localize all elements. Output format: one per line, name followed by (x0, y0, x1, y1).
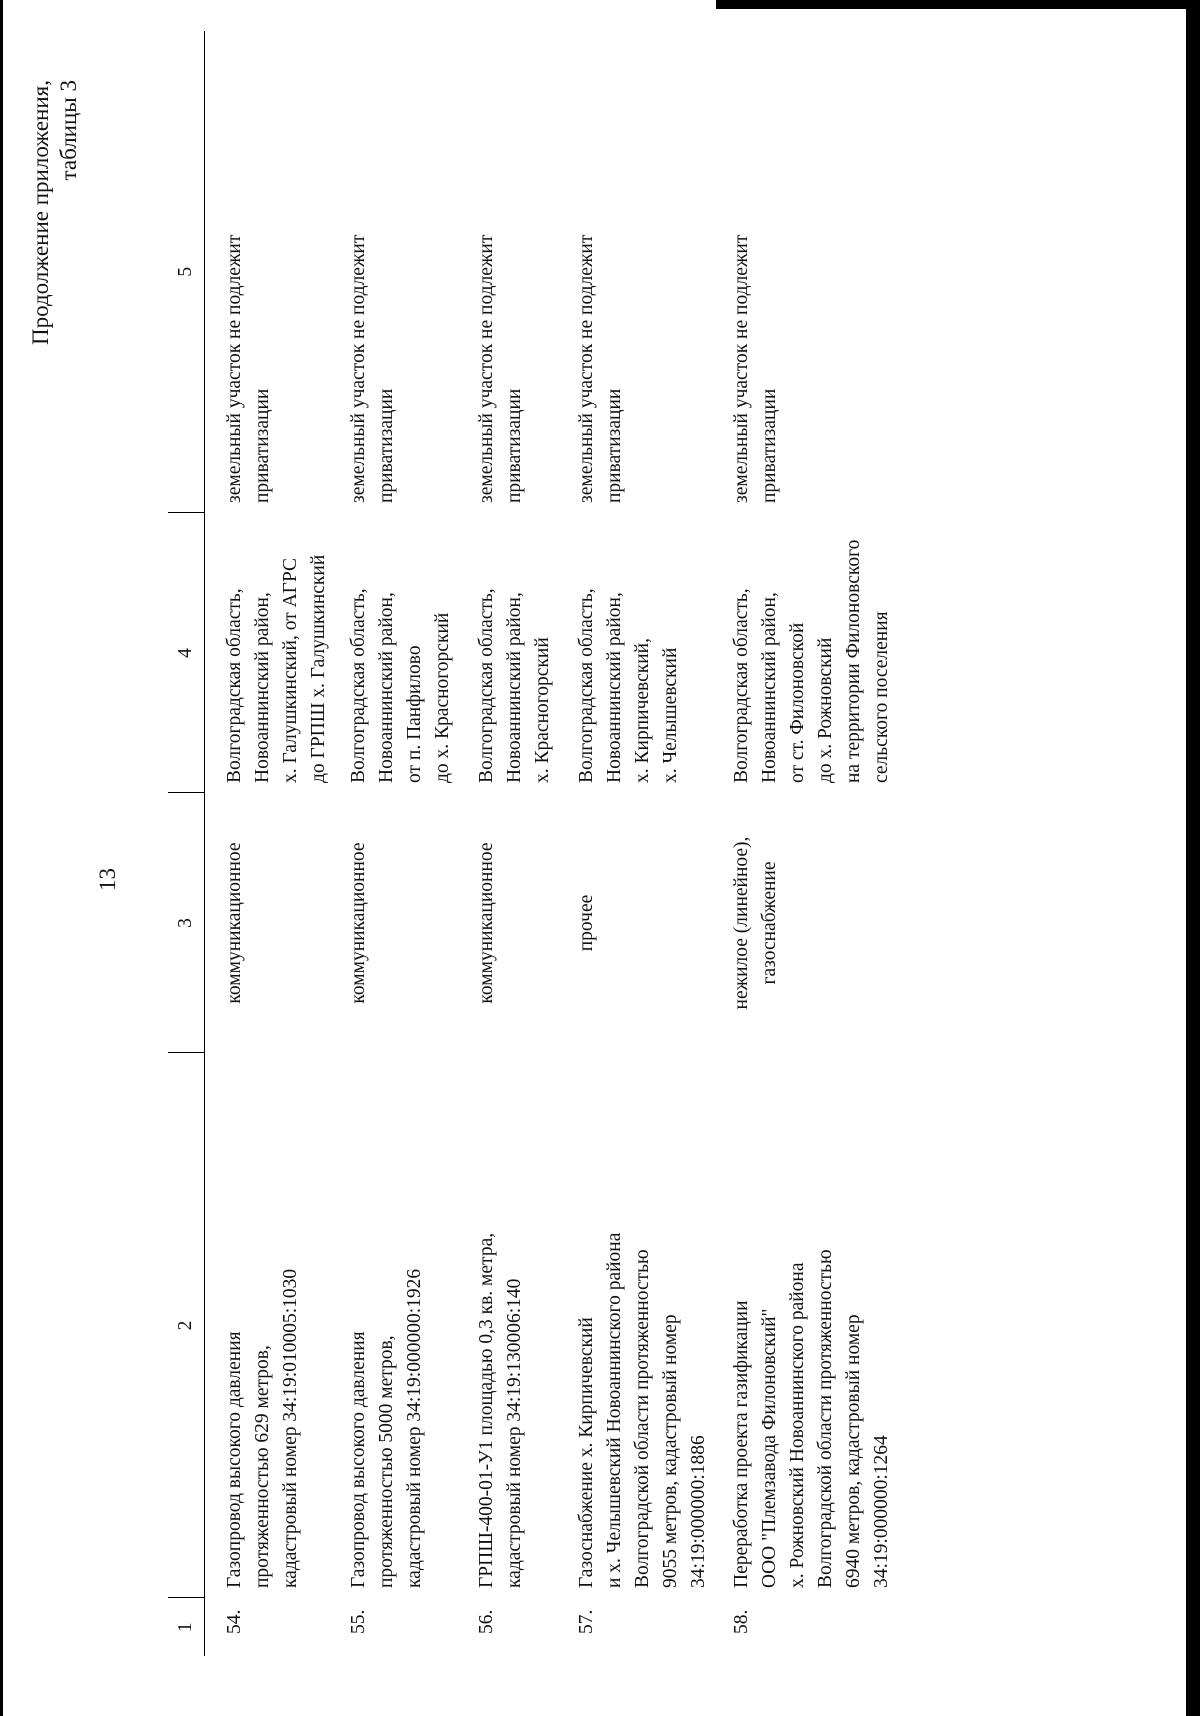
object-address: Волгоградская область, Новоаннинский район, х. Галушкинский, от АГРС до ГРПШ х. Галушкинский (224, 554, 329, 783)
object-description: ГРПШ-400-01-У1 площадью 0,3 кв. метра, кадастровый номер 34:19:130006:140 (476, 1232, 525, 1588)
column-header: 3 (168, 793, 205, 1053)
column-header: 2 (168, 1053, 205, 1598)
land-note: земельный участок не подлежит приватизации (224, 234, 273, 503)
table-row (573, 31, 728, 1656)
table-row (205, 31, 346, 1656)
land-note: земельный участок не подлежит приватизации (348, 234, 397, 503)
object-purpose: прочее (576, 894, 597, 952)
object-description: Газоснабжение х. Кирпичевский и х. Челышевский Новоаннинского района Волгоградской области протяженностью 9055 метров, кадастровый номер 34:19:000000:1886 (576, 1232, 709, 1588)
table-row (345, 31, 473, 1656)
object-address: Волгоградская область, Новоаннинский район, от п. Панфилово до х. Красногорский (348, 588, 453, 783)
row-number: 55. (348, 1609, 369, 1634)
object-purpose: коммуникационное (224, 842, 245, 1004)
land-note: земельный участок не подлежит приватизации (731, 234, 780, 503)
object-description: Переработка проекта газификации ООО "Племзавода Филоновский" х. Рожновский Новоаннинского района Волгоградской области протяженностью 6940 метров, кадастровый номер 34:19:000000:1264 (731, 1249, 892, 1588)
row-number: 56. (476, 1609, 497, 1634)
object-address: Волгоградская область, Новоаннинский район, от ст. Филоновской до х. Рожновский на территории Филоновского сельского поселения (731, 539, 892, 783)
column-header: 5 (168, 31, 205, 513)
object-description: Газопровод высокого давления протяженностью 629 метров, кадастровый номер 34:19:010005:1030 (224, 1268, 301, 1588)
object-purpose: коммуникационное (476, 842, 497, 1004)
row-number: 57. (576, 1609, 597, 1634)
object-address: Волгоградская область, Новоаннинский район, х. Красногорский (476, 588, 553, 783)
header-row (168, 31, 205, 1656)
land-note: земельный участок не подлежит приватизации (476, 234, 525, 503)
object-address: Волгоградская область, Новоаннинский район, х. Кирпичевский, х. Челышевский (576, 588, 681, 783)
row-number: 58. (731, 1609, 752, 1634)
column-header: 1 (168, 1598, 205, 1656)
object-purpose: коммуникационное (348, 842, 369, 1004)
page-number: 13 (95, 868, 120, 891)
continuation-note: Продолжение приложения, таблицы 3 (28, 80, 81, 345)
object-purpose: нежилое (линейное), газоснабжение (731, 836, 780, 1010)
property-table (168, 31, 908, 1656)
land-note: земельный участок не подлежит приватизации (576, 234, 625, 503)
object-description: Газопровод высокого давления протяженностью 5000 метров, кадастровый номер 34:19:000000:1926 (348, 1268, 425, 1588)
table-row (473, 31, 573, 1656)
column-header: 4 (168, 513, 205, 793)
table-row (728, 31, 908, 1656)
row-number: 54. (224, 1609, 245, 1634)
